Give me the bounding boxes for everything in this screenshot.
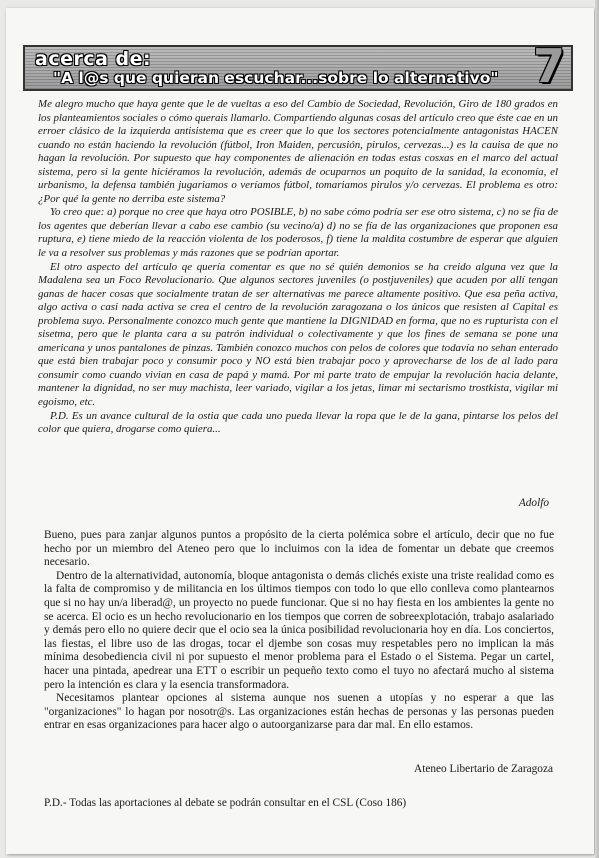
page-number: 7 xyxy=(532,39,565,93)
letter-paragraph: El otro aspecto del artículo qe quería comentar es que no sé quién demonios se ha creido alguna vez que la Madalena sea un Foco Revolucionario. Que algunos sectores juveniles (o postjuveniles) que acuden por allí tengan ganas de hacer cosas que socialmente tratan de ser alternativas me parece altamente positivo. Que esa peña activa, algo activa o casi nada activa se crea el centro de la revolución zaragozana o los únicos que resisten al Capital es problema suyo. Personalmente conozco much gente que mantiene la DIGNIDAD en forma, que no es rupturista con el sisetma, pero que le planta cara a su patrón individual o colectivamente y que los fines de semana se pone una americana y unos pantalones de pinzas. También conozco muchos con pelos de colores que todavía no sehan enterado que está bien trabajar poco y consumir poco y NO está bien trabajar poco y aprovecharse de los de al lado para consumir como cuando vivian en casa de papá y mamá. Por mi parte trato de empujar la revolución hacia delante, mantener la dignidad, no ser muy machista, leer variado, vigilar a los jetas, limar mi sectarismo trostkista, vigilar mi egoismo, etc. xyxy=(38,260,558,409)
page-edge xyxy=(595,0,599,858)
letter-paragraph: Me alegro mucho que haya gente que le de vueltas a eso del Cambio de Sociedad, Revolución, Giro de 180 grados en los planteamientos sociales o cómo querais llamarlo. Compartiendo algunas cosas del artículo creo que éste cae en un erroer clásico de la izquierda antisistema que es creer que lo que los sectores potencialmente antagonistas HACEN cuando no están haciendo la revolución (fútbol, Iron Maiden, percusión, pirulos, cervezas...) es la cauisa de que no hagan la revolución. Por supuesto que hay componentes de alienación en todas estas cosxas en el marco del actual sistema, pero si la gente hiciéramos la revolución, además de ocuparnos un poquito de la sanidad, la economía, el urbanismo, la defensa también jugariamos o veríamos fútbol, tomariamos pirulos y/o cervezas. El problema es otro: ¿Por qué la gente no derriba este sistema? xyxy=(38,98,558,205)
banner-subtitle: "A l@s que quieran escuchar...sobre lo alternativo" xyxy=(53,69,499,87)
reply-body xyxy=(44,529,554,733)
reply-paragraph: Bueno, pues para zanjar algunos puntos a propósito de la cierta polémica sobre el artículo, decir que no fue hecho por un miembro del Ateneo pero que lo incluimos con la idea de fomentar un debate que creemos necesario. xyxy=(44,529,554,569)
reply-paragraph: Necesitamos plantear opciones al sistema aunque nos suenen a utopías y no esperar a que las "organizaciones" lo hagan por nosotr@s. Las organizaciones están hechas de personas y las personas pueden entrar en esas organizaciones para hacer algo o autoorganizarse para dar mal. En ello estamos. xyxy=(44,692,554,732)
letter-paragraph: Yo creo que: a) porque no cree que haya otro POSIBLE, b) no sabe cómo podría ser ese otro sistema, c) no se fía de los agentes que deberían llevar a cabo ese cambio (su vecino/a) d) no se fía de las organizaciones que proponen esa ruptura, e) tiene miedo de la reacción violenta de los poderosos, f) tiene la maldita costumbre de esperar que alguien le va a resolver sus problemas y más razones que se podrían aportar. xyxy=(38,206,558,260)
letter-body xyxy=(38,98,558,437)
section-banner xyxy=(23,39,573,93)
banner-title: acerca de: xyxy=(35,48,152,70)
reply-paragraph: Dentro de la alternatividad, autonomía, bloque antagonista o demás clichés existe una triste realidad como es la falta de compromiso y de militancia en los últimos tiempos con todo lo que ello conlleva como plantearnos que si no hay un/a liberad@, un proyecto no puede funcionar. Que si no hay fiesta en los ambientes la gente no se acerca. El ocio es un hecho revolucionario en los tiempos que corren de sobreexplotación, trabajo asalariado y demás pero ello no quiere decir que el ocio sea la única posibilidad revolucionaria hoy en día. Los conciertos, las fiestas, el libre uso de las drogas, tocar el djembe son cosas muy respetables pero no implican la más mínima desobediencia civil ni por supuesto el menor problema para el Estado o el Sistema. Pegar un cartel, hacer una pintada, apedrear una ETT o escribir un pequeño texto como el tuyo no afectará mucho al sistema pero la intención es clara y la esencia transformadora. xyxy=(44,569,554,691)
letter-paragraph: P.D. Es un avance cultural de la ostia que cada uno pueda llevar la ropa que le de la gana, pintarse los pelos del color que quiera, drogarse como quiera... xyxy=(38,409,558,436)
footer-note: P.D.- Todas las aportaciones al debate se podrán consultar en el CSL (Coso 186) xyxy=(44,797,407,809)
letter-signature: Adolfo xyxy=(518,497,549,509)
reply-signature: Ateneo Libertario de Zaragoza xyxy=(414,763,553,775)
